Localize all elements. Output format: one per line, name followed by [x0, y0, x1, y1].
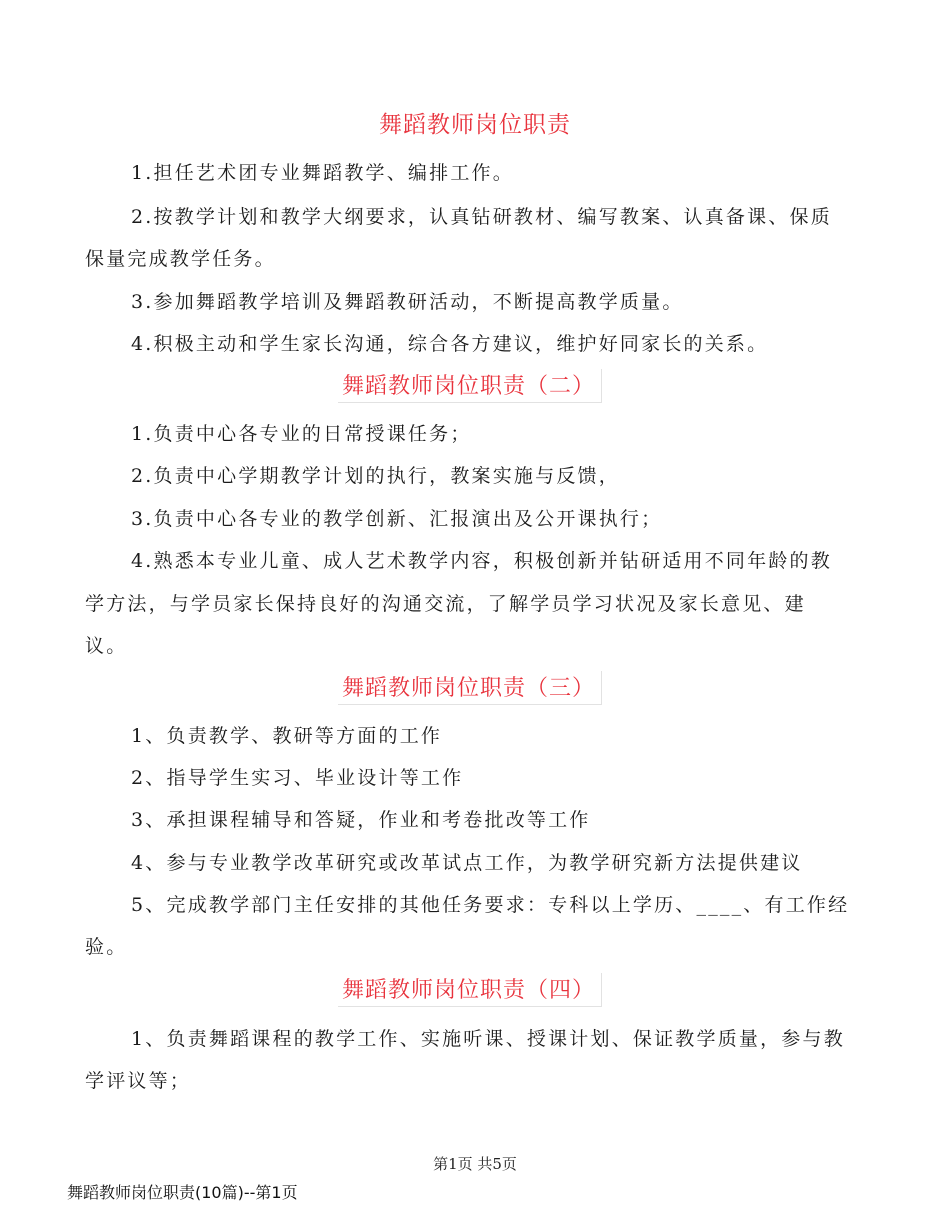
paragraph-line: 保量完成教学任务。: [85, 248, 276, 270]
document-footer-label: 舞蹈教师岗位职责(10篇)--第1页: [67, 1183, 298, 1202]
paragraph-line: 4、参与专业教学改革研究或改革试点工作，为教学研究新方法提供建议: [131, 852, 803, 874]
paragraph-line: 1、负责教学、教研等方面的工作: [131, 725, 443, 747]
paragraph-line: 4.熟悉本专业儿童、成人艺术教学内容，积极创新并钻研适用不同年龄的教: [131, 550, 832, 572]
section-heading: 舞蹈教师岗位职责（四）: [338, 973, 602, 1007]
paragraph-line: 1.担任艺术团专业舞蹈教学、编排工作。: [131, 162, 514, 184]
paragraph-line: 1、负责舞蹈课程的教学工作、实施听课、授课计划、保证教学质量，参与教: [131, 1028, 845, 1050]
paragraph-line: 议。: [85, 635, 128, 657]
paragraph-line: 2.按教学计划和教学大纲要求，认真钻研教材、编写教案、认真备课、保质: [131, 206, 832, 228]
paragraph-line: 2.负责中心学期教学计划的执行，教案实施与反馈，: [131, 465, 620, 487]
paragraph-line: 5、完成教学部门主任安排的其他任务要求：专科以上学历、____、有工作经: [131, 894, 850, 916]
paragraph-line: 3.参加舞蹈教学培训及舞蹈教研活动，不断提高教学质量。: [131, 291, 684, 313]
paragraph-line: 学评议等；: [85, 1070, 192, 1092]
section-heading: 舞蹈教师岗位职责（二）: [338, 369, 602, 403]
paragraph-line: 4.积极主动和学生家长沟通，综合各方建议，维护好同家长的关系。: [131, 333, 769, 355]
paragraph-line: 1.负责中心各专业的日常授课任务；: [131, 423, 472, 445]
paragraph-line: 验。: [85, 936, 128, 958]
section-heading: 舞蹈教师岗位职责（三）: [338, 671, 602, 705]
paragraph-line: 2、指导学生实习、毕业设计等工作: [131, 767, 464, 789]
paragraph-line: 学方法，与学员家长保持良好的沟通交流，了解学员学习状况及家长意见、建: [85, 593, 806, 615]
page-title: 舞蹈教师岗位职责: [379, 112, 571, 138]
paragraph-line: 3.负责中心各专业的教学创新、汇报演出及公开课执行；: [131, 508, 663, 530]
paragraph-line: 3、承担课程辅导和答疑，作业和考卷批改等工作: [131, 809, 591, 831]
page-number: 第1页 共5页: [433, 1155, 517, 1173]
